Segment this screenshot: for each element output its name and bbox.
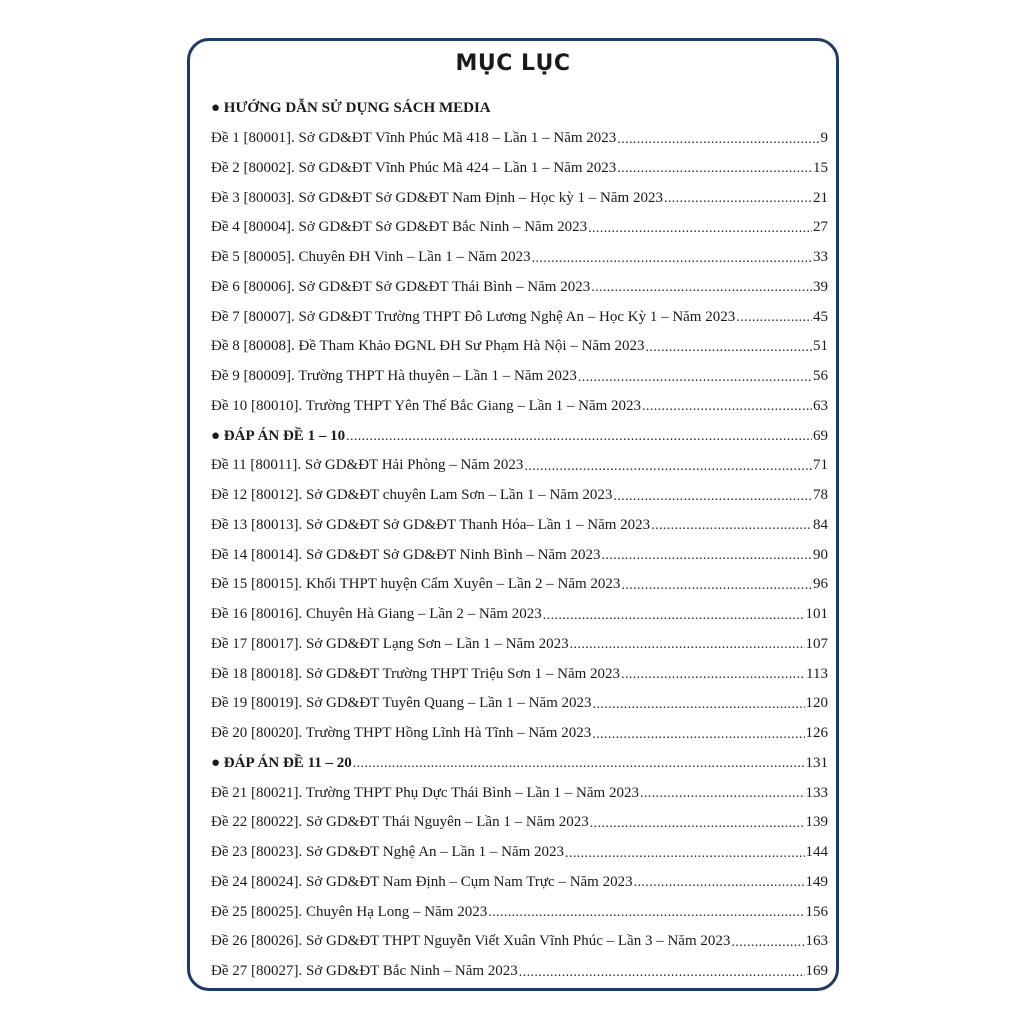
toc-entry[interactable] [211, 838, 828, 868]
toc-entry[interactable] [211, 600, 828, 630]
toc-entry[interactable] [211, 302, 828, 332]
page-title: MỤC LỤC [455, 51, 571, 76]
toc-entry[interactable] [211, 481, 828, 511]
toc-page-number: 113 [806, 665, 828, 682]
toc-page-number: 90 [813, 546, 828, 563]
dot-leader [532, 251, 812, 267]
table-of-contents-frame [187, 38, 839, 991]
toc-entry[interactable] [211, 570, 828, 600]
toc-entry-title: ● ĐÁP ÁN ĐỀ 11 – 20 [211, 754, 352, 771]
toc-page-number: 133 [805, 784, 828, 801]
dot-leader [570, 637, 805, 653]
toc-entry-title: Đề 13 [80013]. Sở GD&ĐT Sở GD&ĐT Thanh Hóa– Lần 1 – Năm 2023 [211, 516, 651, 533]
dot-leader [591, 280, 812, 296]
dot-leader [634, 875, 805, 891]
dot-leader [642, 399, 812, 415]
dot-leader [588, 221, 812, 237]
toc-page-number: 27 [813, 219, 828, 236]
dot-leader [601, 548, 812, 564]
toc-section-heading[interactable] [211, 421, 828, 451]
toc-page-number: 144 [805, 844, 828, 861]
toc-page-number: 45 [813, 308, 828, 325]
toc-entry-title: Đề 20 [80020]. Trường THPT Hồng Lĩnh Hà Tĩnh – Năm 2023 [211, 725, 592, 742]
toc-entry-title: Đề 19 [80019]. Sở GD&ĐT Tuyên Quang – Lần 1 – Năm 2023 [211, 695, 592, 712]
toc-entry[interactable] [211, 362, 828, 392]
dot-leader [613, 489, 812, 505]
toc-entry[interactable] [211, 332, 828, 362]
toc-entry[interactable] [211, 808, 828, 838]
toc-page-number: 131 [805, 754, 828, 771]
dot-leader [617, 161, 812, 177]
toc-page-number: 15 [813, 159, 828, 176]
dot-leader [621, 667, 805, 683]
toc-page-number: 126 [805, 725, 828, 742]
dot-leader [543, 608, 805, 624]
toc-entry-title: Đề 10 [80010]. Trường THPT Yên Thế Bắc Giang – Lần 1 – Năm 2023 [211, 397, 642, 414]
toc-entry[interactable] [211, 778, 828, 808]
dot-leader [651, 518, 812, 534]
dot-leader [524, 459, 812, 475]
toc-page-number: 39 [813, 278, 828, 295]
toc-entry[interactable] [211, 957, 828, 987]
toc-page-number: 69 [813, 427, 828, 444]
toc-page-number: 63 [813, 397, 828, 414]
toc-entry[interactable] [211, 392, 828, 422]
toc-entry[interactable] [211, 183, 828, 213]
dot-leader [519, 965, 805, 981]
toc-page-number: 169 [805, 963, 828, 980]
dot-leader [617, 132, 819, 148]
toc-entry-title: Đề 27 [80027]. Sở GD&ĐT Bắc Ninh – Năm 2023 [211, 963, 518, 980]
toc-section-heading[interactable] [211, 94, 828, 124]
dot-leader [590, 816, 805, 832]
toc-entry-title: Đề 11 [80011]. Sở GD&ĐT Hải Phòng – Năm 2023 [211, 457, 524, 474]
toc-page-number: 156 [805, 903, 828, 920]
toc-entry[interactable] [211, 897, 828, 927]
toc-page-number: 78 [813, 487, 828, 504]
toc-page-number: 51 [813, 338, 828, 355]
toc-list [211, 94, 828, 987]
toc-page-number: 101 [805, 606, 828, 623]
toc-entry-title: Đề 25 [80025]. Chuyên Hạ Long – Năm 2023 [211, 903, 488, 920]
toc-entry[interactable] [211, 868, 828, 898]
toc-entry[interactable] [211, 719, 828, 749]
toc-entry-title: Đề 4 [80004]. Sở GD&ĐT Sở GD&ĐT Bắc Ninh – Năm 2023 [211, 219, 588, 236]
toc-entry-title: ● ĐÁP ÁN ĐỀ 1 – 10 [211, 427, 346, 444]
toc-page-number: 139 [805, 814, 828, 831]
toc-page-number: 163 [805, 933, 828, 950]
dot-leader [664, 191, 812, 207]
toc-entry-title: Đề 2 [80002]. Sở GD&ĐT Vĩnh Phúc Mã 424 – Lần 1 – Năm 2023 [211, 159, 617, 176]
toc-entry-title: Đề 17 [80017]. Sở GD&ĐT Lạng Sơn – Lần 1 – Năm 2023 [211, 635, 569, 652]
toc-entry-title: Đề 12 [80012]. Sở GD&ĐT chuyên Lam Sơn – Lần 1 – Năm 2023 [211, 487, 613, 504]
toc-entry[interactable] [211, 154, 828, 184]
dot-leader [353, 756, 805, 772]
dot-leader [621, 578, 812, 594]
toc-entry-title: Đề 7 [80007]. Sở GD&ĐT Trường THPT Đô Lương Nghệ An – Học Kỳ 1 – Năm 2023 [211, 308, 736, 325]
toc-entry-title: Đề 3 [80003]. Sở GD&ĐT Sở GD&ĐT Nam Định – Học kỳ 1 – Năm 2023 [211, 189, 663, 206]
toc-entry-title: Đề 26 [80026]. Sở GD&ĐT THPT Nguyễn Viết Xuân Vĩnh Phúc – Lần 3 – Năm 2023 [211, 933, 731, 950]
toc-entry[interactable] [211, 124, 828, 154]
toc-entry[interactable] [211, 243, 828, 273]
toc-entry-title: Đề 8 [80008]. Đề Tham Khảo ĐGNL ĐH Sư Phạm Hà Nội – Năm 2023 [211, 338, 645, 355]
toc-entry-title: Đề 6 [80006]. Sở GD&ĐT Sở GD&ĐT Thái Bình – Năm 2023 [211, 278, 591, 295]
toc-entry-title: Đề 16 [80016]. Chuyên Hà Giang – Lần 2 – Năm 2023 [211, 606, 542, 623]
toc-page-number: 56 [813, 368, 828, 385]
toc-page-number: 84 [813, 516, 828, 533]
toc-entry[interactable] [211, 630, 828, 660]
dot-leader [565, 846, 804, 862]
dot-leader [736, 310, 812, 326]
toc-page-number: 33 [813, 249, 828, 266]
toc-entry-title: Đề 1 [80001]. Sở GD&ĐT Vĩnh Phúc Mã 418 – Lần 1 – Năm 2023 [211, 130, 617, 147]
toc-entry-title: Đề 22 [80022]. Sở GD&ĐT Thái Nguyên – Lần 1 – Năm 2023 [211, 814, 589, 831]
toc-entry-title: Đề 23 [80023]. Sở GD&ĐT Nghệ An – Lần 1 – Năm 2023 [211, 844, 565, 861]
toc-page-number: 120 [805, 695, 828, 712]
dot-leader [488, 905, 804, 921]
dot-leader [640, 786, 805, 802]
dot-leader [578, 370, 812, 386]
toc-page-number: 9 [820, 130, 828, 147]
toc-entry-title: ● HƯỚNG DẪN SỬ DỤNG SÁCH MEDIA [211, 100, 491, 117]
toc-page-number: 107 [805, 635, 828, 652]
dot-leader [593, 697, 805, 713]
toc-section-heading[interactable] [211, 749, 828, 779]
toc-entry-title: Đề 14 [80014]. Sở GD&ĐT Sở GD&ĐT Ninh Bình – Năm 2023 [211, 546, 601, 563]
dot-leader [346, 429, 812, 445]
dot-leader [731, 935, 804, 951]
toc-entry[interactable] [211, 511, 828, 541]
toc-page-number: 71 [813, 457, 828, 474]
toc-entry[interactable] [211, 273, 828, 303]
toc-entry-title: Đề 15 [80015]. Khối THPT huyện Cẩm Xuyên – Lần 2 – Năm 2023 [211, 576, 621, 593]
toc-entry[interactable] [211, 659, 828, 689]
toc-entry[interactable] [211, 451, 828, 481]
toc-entry-title: Đề 21 [80021]. Trường THPT Phụ Dực Thái Bình – Lần 1 – Năm 2023 [211, 784, 639, 801]
toc-entry-title: Đề 9 [80009]. Trường THPT Hà thuyên – Lần 1 – Năm 2023 [211, 368, 577, 385]
toc-page-number: 21 [813, 189, 828, 206]
toc-entry[interactable] [211, 689, 828, 719]
toc-entry-title: Đề 18 [80018]. Sở GD&ĐT Trường THPT Triệu Sơn 1 – Năm 2023 [211, 665, 621, 682]
dot-leader [592, 727, 804, 743]
toc-page-number: 149 [805, 873, 828, 890]
toc-entry[interactable] [211, 540, 828, 570]
toc-entry[interactable] [211, 927, 828, 957]
toc-entry[interactable] [211, 213, 828, 243]
toc-entry-title: Đề 24 [80024]. Sở GD&ĐT Nam Định – Cụm Nam Trực – Năm 2023 [211, 873, 633, 890]
toc-page-number: 96 [813, 576, 828, 593]
toc-entry-title: Đề 5 [80005]. Chuyên ĐH Vinh – Lần 1 – Năm 2023 [211, 249, 531, 266]
dot-leader [645, 340, 812, 356]
